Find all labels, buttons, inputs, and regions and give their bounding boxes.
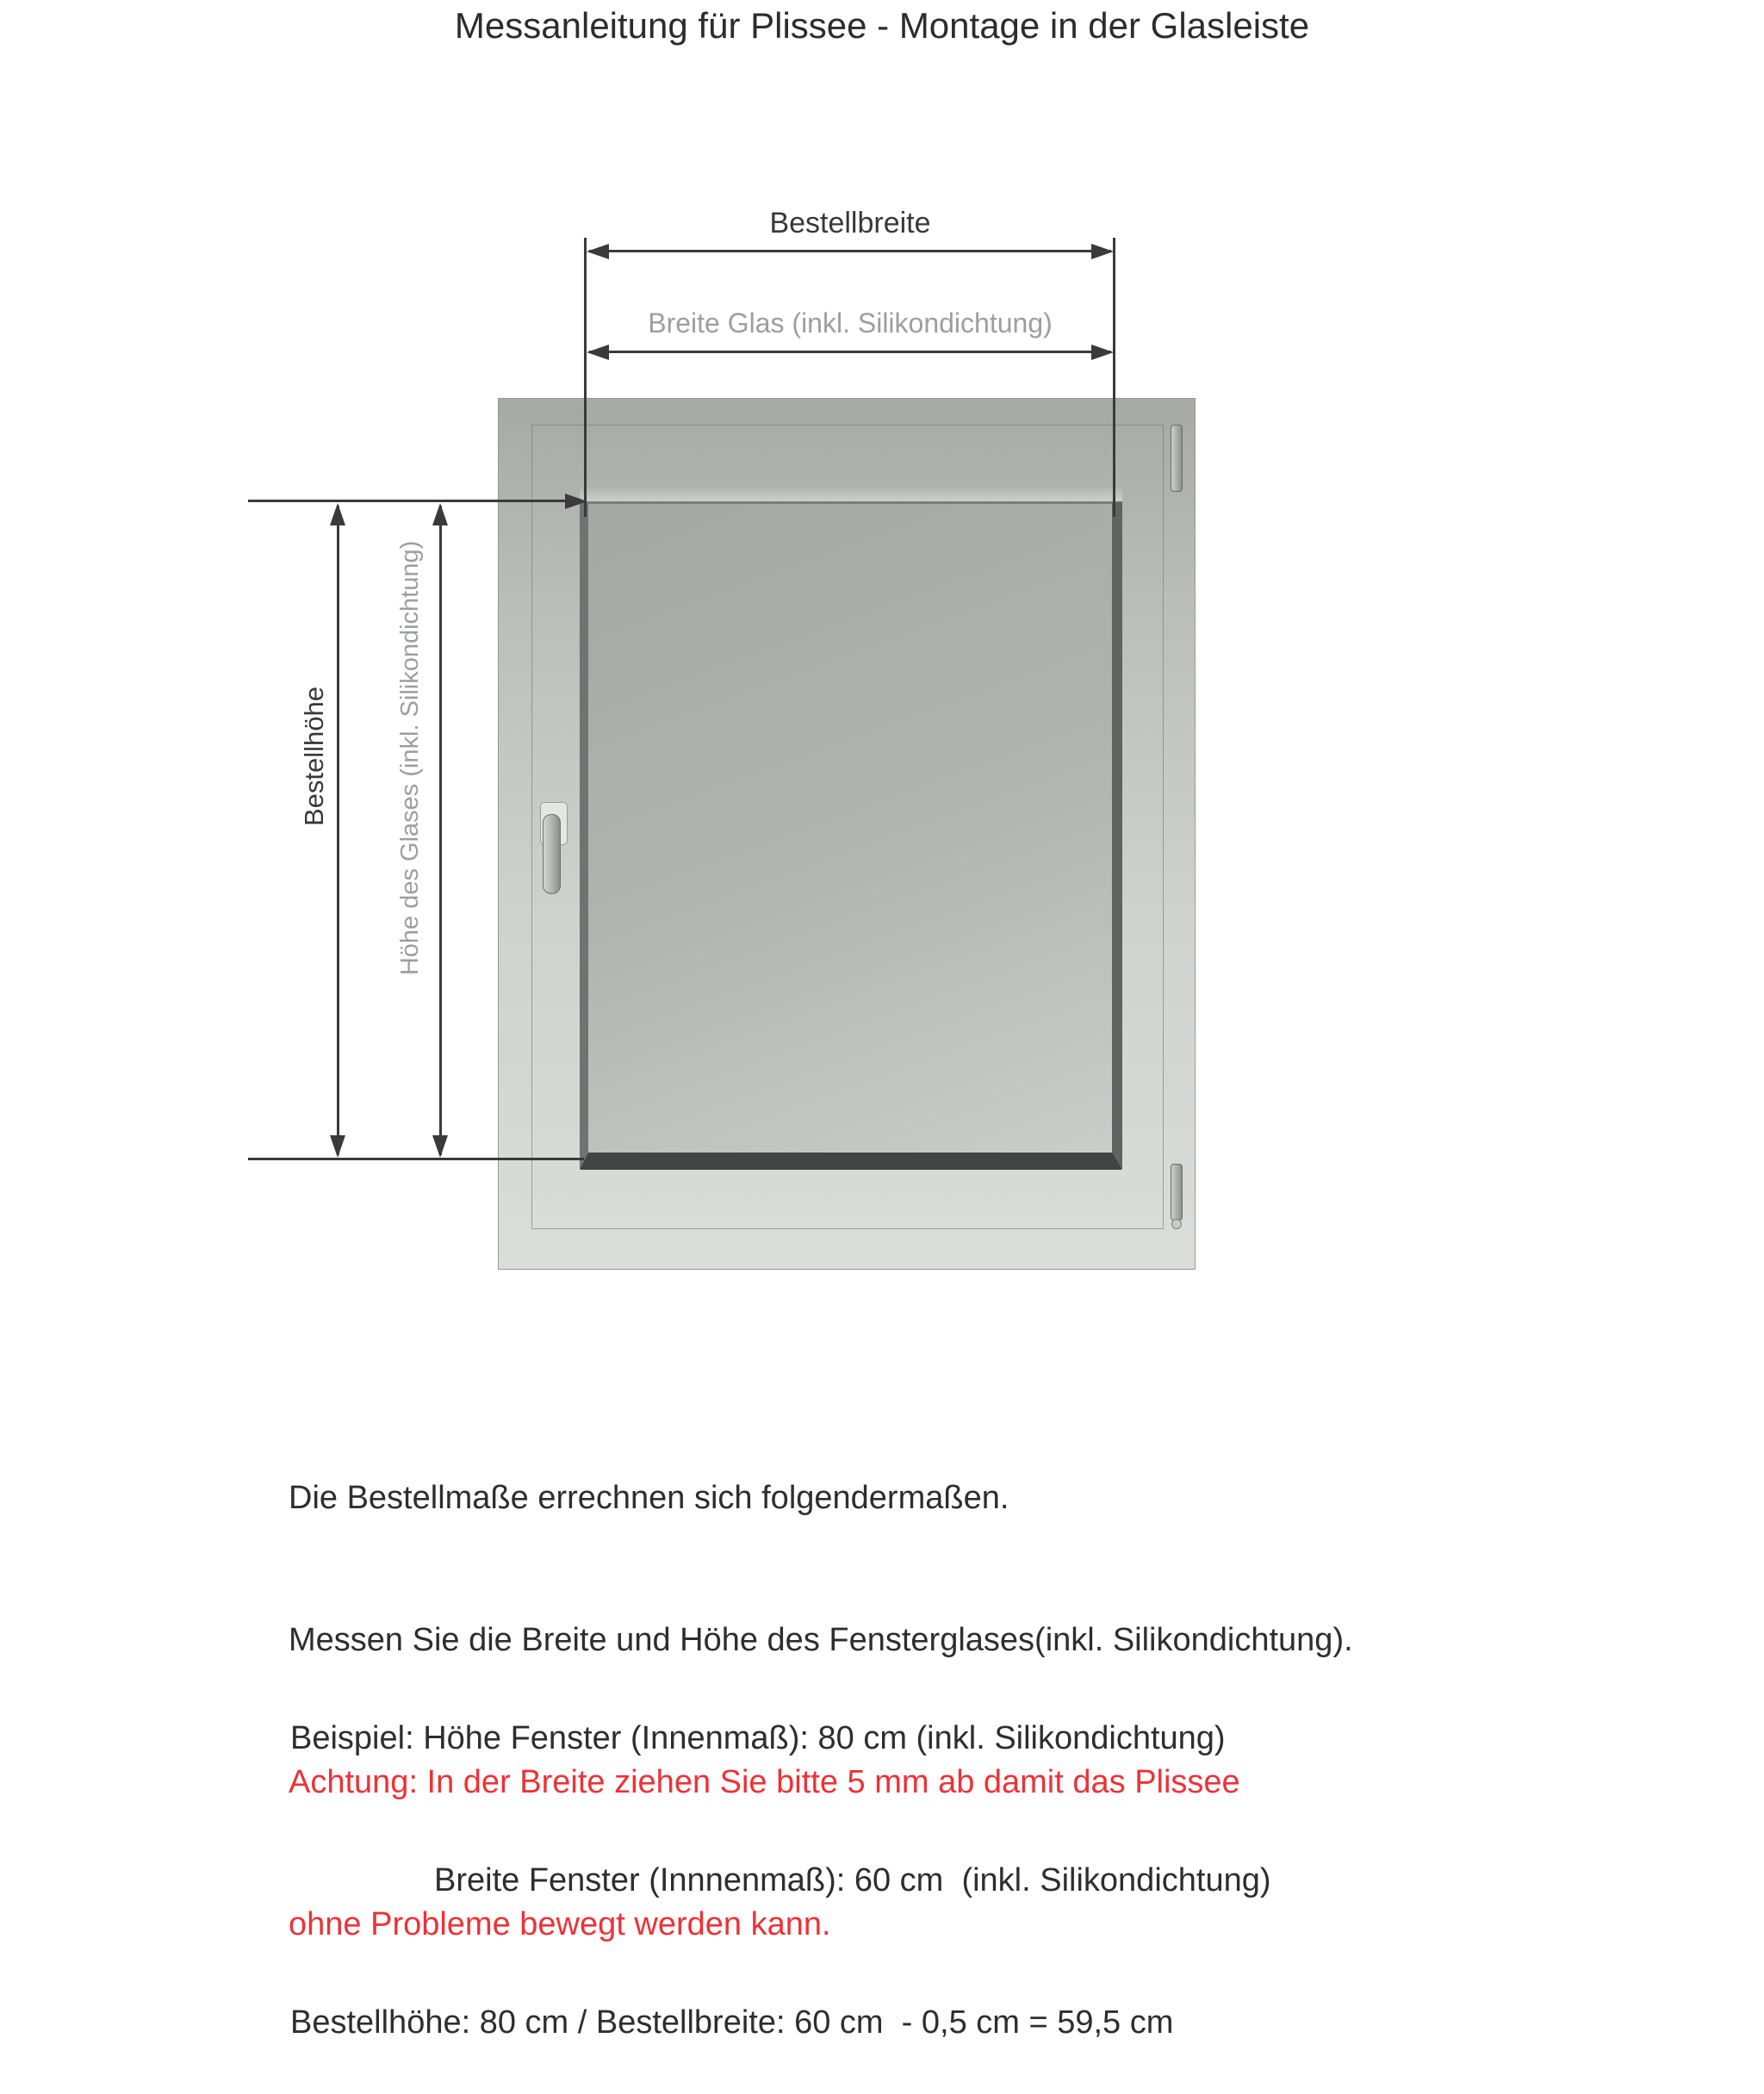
window-handle xyxy=(543,814,561,894)
instruction-line: Die Bestellmaße errechnen sich folgendermaßen. xyxy=(289,1480,1009,1516)
arrow-head-left-icon xyxy=(587,345,609,360)
warning-line: ohne Probleme bewegt werden kann. xyxy=(289,1906,831,1942)
window-hinge-bottom xyxy=(1171,1164,1183,1221)
example-line: Breite Fenster (Innnenmaß): 60 cm (inkl. Silikondichtung) xyxy=(434,1862,1271,1898)
arrow-head-right-icon xyxy=(1091,244,1114,259)
arrow-head-right-icon xyxy=(1091,345,1114,360)
arrow-head-left-icon xyxy=(587,244,609,259)
page-title: Messanleitung für Plissee - Montage in der Glasleiste xyxy=(454,5,1310,46)
glass-width-label: Breite Glas (inkl. Silikondichtung) xyxy=(648,308,1053,339)
glass-height-label: Höhe des Glases (inkl. Silikondichtung) xyxy=(395,540,424,976)
order-width-label: Bestellbreite xyxy=(769,207,931,239)
order-height-label: Bestellhöhe xyxy=(299,687,329,827)
glass-width-arrow-line xyxy=(589,351,1111,353)
order-width-arrow-line xyxy=(589,250,1111,252)
warning-line: Achtung: In der Breite ziehen Sie bitte 5 mm ab damit das Plissee xyxy=(289,1764,1240,1800)
order-height-arrow-line xyxy=(337,506,339,1155)
arrow-head-down-icon xyxy=(330,1135,345,1158)
extension-line-bottom-height xyxy=(248,1158,584,1160)
instruction-line: Messen Sie die Breite und Höhe des Fensterglases(inkl. Silikondichtung). xyxy=(289,1622,1353,1658)
glass-height-arrow-line xyxy=(439,506,442,1155)
window-frame xyxy=(498,398,1196,1270)
example-line: Beispiel: Höhe Fenster (Innenmaß): 80 cm (inkl. Silikondichtung) xyxy=(290,1720,1226,1756)
extension-line-right-width xyxy=(1113,238,1115,517)
arrow-head-up-icon xyxy=(330,503,345,525)
example-line: Bestellhöhe: 80 cm / Bestellbreite: 60 cm - 0,5 cm = 59,5 cm xyxy=(290,2004,1174,2041)
window-hinge-top xyxy=(1171,425,1183,492)
arrow-head-down-icon xyxy=(432,1135,448,1158)
extension-line-left-width xyxy=(584,238,587,517)
example-block xyxy=(290,1620,1271,2094)
window-glass xyxy=(580,501,1122,1170)
extension-arrow-head xyxy=(565,494,587,509)
sash-highlight xyxy=(580,488,1122,501)
arrow-head-up-icon xyxy=(432,503,448,525)
window-hinge-pin xyxy=(1171,1219,1182,1229)
